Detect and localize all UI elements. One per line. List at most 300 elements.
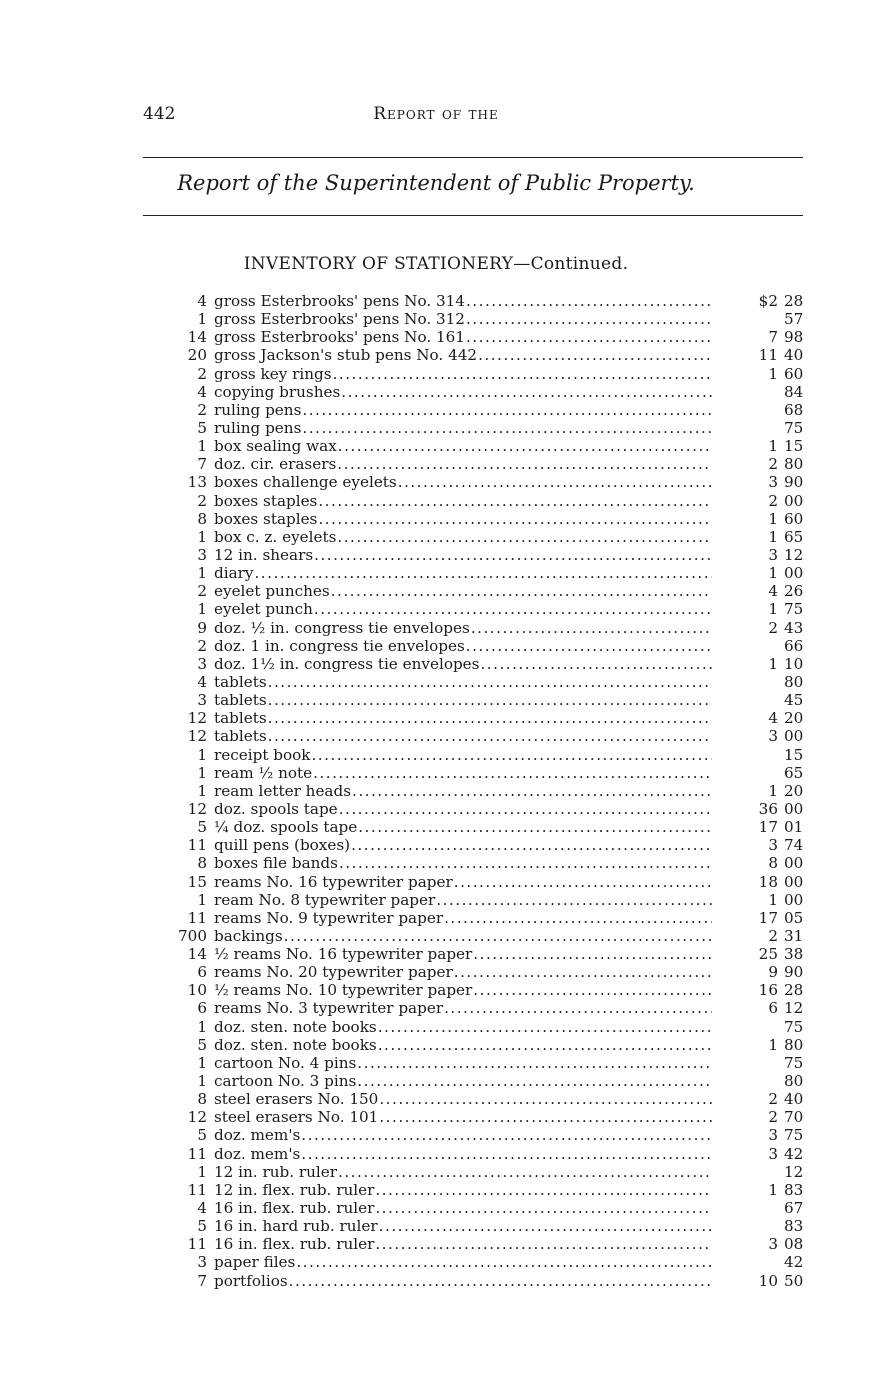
- top-rule: [143, 157, 803, 158]
- item-description: eyelet punches: [214, 582, 330, 601]
- item-quantity: 11: [187, 1235, 207, 1254]
- item-dollars: 1: [768, 600, 778, 619]
- item-cents: 66: [784, 636, 804, 655]
- item-cents: 75: [784, 1017, 804, 1036]
- item-description-cell: [214, 691, 712, 709]
- item-quantity: 14: [187, 945, 207, 964]
- item-description: backings: [214, 926, 283, 945]
- item-dollars: 25: [758, 945, 778, 964]
- item-description: receipt book: [214, 745, 311, 764]
- inventory-row: [166, 365, 806, 383]
- item-quantity: 3: [197, 545, 207, 564]
- item-description: diary: [214, 564, 254, 583]
- inventory-row: [166, 873, 806, 891]
- item-cents: 08: [784, 1235, 804, 1254]
- item-description-cell: [214, 473, 712, 491]
- item-description-cell: [214, 1272, 712, 1290]
- item-quantity: 8: [197, 1090, 207, 1109]
- inventory-row: [166, 691, 806, 709]
- item-description: doz. 1½ in. congress tie envelopes: [214, 654, 480, 673]
- item-quantity: 4: [197, 382, 207, 401]
- item-description-cell: [214, 328, 712, 346]
- item-cents: 00: [784, 491, 804, 510]
- item-quantity: 13: [187, 473, 207, 492]
- item-quantity: 2: [197, 400, 207, 419]
- dot-leader: [398, 473, 712, 491]
- item-description-cell: [214, 891, 712, 909]
- item-description-cell: [214, 1036, 712, 1054]
- item-dollars: 3: [768, 727, 778, 746]
- item-quantity: 5: [197, 1217, 207, 1236]
- item-description: doz. mem's: [214, 1126, 301, 1145]
- item-dollars: 2: [768, 491, 778, 510]
- item-quantity: 11: [187, 1144, 207, 1163]
- item-description: steel erasers No. 150: [214, 1090, 379, 1109]
- item-description-cell: [214, 1054, 712, 1072]
- item-description: ½ reams No. 10 typewriter paper: [214, 981, 473, 1000]
- item-description-cell: [214, 1163, 712, 1181]
- dot-leader: [314, 546, 712, 564]
- item-cents: 40: [784, 346, 804, 365]
- item-quantity: 5: [197, 418, 207, 437]
- item-description: ruling pens: [214, 400, 302, 419]
- item-description-cell: [214, 673, 712, 691]
- item-description-cell: [214, 437, 712, 455]
- item-description-cell: [214, 419, 712, 437]
- item-dollars: 2: [768, 1108, 778, 1127]
- item-cents: 31: [784, 926, 804, 945]
- dot-leader: [268, 727, 712, 745]
- inventory-row: [166, 854, 806, 872]
- item-quantity: 4: [197, 292, 207, 310]
- item-description-cell: [214, 709, 712, 727]
- item-cents: 50: [784, 1271, 804, 1290]
- item-quantity: 7: [197, 1271, 207, 1290]
- inventory-row: [166, 455, 806, 473]
- inventory-row: [166, 600, 806, 618]
- item-description-cell: [214, 1253, 712, 1271]
- item-quantity: 1: [197, 745, 207, 764]
- inventory-row: [166, 963, 806, 981]
- item-cents: 20: [784, 781, 804, 800]
- item-dollars: 10: [758, 1271, 778, 1290]
- item-description: copying brushes: [214, 382, 341, 401]
- dot-leader: [339, 854, 712, 872]
- dot-leader: [333, 365, 712, 383]
- dot-leader: [352, 782, 712, 800]
- item-description-cell: [214, 909, 712, 927]
- dot-leader: [471, 619, 712, 637]
- bottom-rule: [143, 215, 803, 216]
- item-cents: 70: [784, 1108, 804, 1127]
- item-quantity: 4: [197, 672, 207, 691]
- item-quantity: 14: [187, 328, 207, 347]
- item-cents: 12: [784, 545, 804, 564]
- item-description: ruling pens: [214, 418, 302, 437]
- item-description-cell: [214, 727, 712, 745]
- item-description-cell: [214, 383, 712, 401]
- dot-leader: [268, 673, 712, 691]
- item-quantity: 1: [197, 781, 207, 800]
- dot-leader: [473, 981, 712, 999]
- dot-leader: [301, 1145, 712, 1163]
- item-dollars: 2: [768, 618, 778, 637]
- dot-leader: [357, 1054, 712, 1072]
- item-dollars: 2: [768, 455, 778, 474]
- item-quantity: 12: [187, 799, 207, 818]
- item-description-cell: [214, 800, 712, 818]
- inventory-row: [166, 709, 806, 727]
- item-description: tablets: [214, 727, 267, 746]
- inventory-row: [166, 401, 806, 419]
- inventory-row: [166, 981, 806, 999]
- inventory-row: [166, 891, 806, 909]
- item-description: tablets: [214, 672, 267, 691]
- item-description: doz. spools tape: [214, 799, 338, 818]
- item-dollars: 1: [768, 509, 778, 528]
- item-quantity: 1: [197, 763, 207, 782]
- item-cents: 83: [784, 1180, 804, 1199]
- item-quantity: 5: [197, 1035, 207, 1054]
- dot-leader: [466, 328, 712, 346]
- dot-leader: [337, 528, 712, 546]
- item-description: eyelet punch: [214, 600, 313, 619]
- item-description-cell: [214, 292, 712, 310]
- item-dollars: 11: [758, 346, 778, 365]
- item-dollars: 3: [768, 1144, 778, 1163]
- dot-leader: [358, 818, 712, 836]
- item-cents: 90: [784, 473, 804, 492]
- item-description-cell: [214, 492, 712, 510]
- inventory-row: [166, 473, 806, 491]
- inventory-row: [166, 764, 806, 782]
- inventory-row: [166, 836, 806, 854]
- dot-leader: [379, 1108, 712, 1126]
- item-description-cell: [214, 546, 712, 564]
- dot-leader: [301, 1126, 712, 1144]
- running-head: Report of the: [373, 104, 499, 124]
- item-cents: 12: [784, 999, 804, 1018]
- dot-leader: [337, 455, 712, 473]
- item-dollars: 3: [768, 836, 778, 855]
- dot-leader: [268, 709, 712, 727]
- inventory-row: [166, 528, 806, 546]
- inventory-list: [166, 292, 806, 1290]
- dot-leader: [318, 492, 712, 510]
- item-description-cell: [214, 655, 712, 673]
- item-description: ream letter heads: [214, 781, 351, 800]
- dot-leader: [466, 637, 712, 655]
- dot-leader: [444, 909, 712, 927]
- item-cents: 83: [784, 1217, 804, 1236]
- inventory-row: [166, 546, 806, 564]
- inventory-row: [166, 1108, 806, 1126]
- item-quantity: 3: [197, 654, 207, 673]
- item-quantity: 5: [197, 1126, 207, 1145]
- item-description: reams No. 20 typewriter paper: [214, 963, 453, 982]
- item-description: boxes staples: [214, 509, 318, 528]
- item-cents: 00: [784, 872, 804, 891]
- item-quantity: 20: [187, 346, 207, 365]
- item-dollars: 4: [768, 709, 778, 728]
- item-cents: 60: [784, 364, 804, 383]
- item-description: doz. ½ in. congress tie envelopes: [214, 618, 470, 637]
- item-description: boxes file bands: [214, 854, 338, 873]
- inventory-row: [166, 582, 806, 600]
- inventory-row: [166, 310, 806, 328]
- item-description: doz. mem's: [214, 1144, 301, 1163]
- inventory-row: [166, 800, 806, 818]
- dot-leader: [351, 836, 712, 854]
- dot-leader: [339, 800, 712, 818]
- dot-leader: [338, 437, 712, 455]
- item-quantity: 8: [197, 854, 207, 873]
- item-cents: 28: [784, 292, 804, 310]
- inventory-row: [166, 727, 806, 745]
- dot-leader: [338, 1163, 712, 1181]
- item-description: ream ½ note: [214, 763, 313, 782]
- item-dollars: $2: [758, 292, 778, 310]
- dot-leader: [318, 510, 712, 528]
- item-dollars: 1: [768, 1035, 778, 1054]
- item-description: doz. sten. note books: [214, 1017, 377, 1036]
- dot-leader: [254, 564, 712, 582]
- item-description: 16 in. flex. rub. ruler: [214, 1235, 375, 1254]
- item-quantity: 9: [197, 618, 207, 637]
- item-dollars: 1: [768, 781, 778, 800]
- item-quantity: 7: [197, 455, 207, 474]
- inventory-row: [166, 1253, 806, 1271]
- item-cents: 38: [784, 945, 804, 964]
- dot-leader: [378, 1036, 712, 1054]
- item-dollars: 3: [768, 1126, 778, 1145]
- item-cents: 28: [784, 981, 804, 1000]
- inventory-row: [166, 1072, 806, 1090]
- dot-leader: [473, 945, 712, 963]
- item-cents: 15: [784, 437, 804, 456]
- item-dollars: 2: [768, 1090, 778, 1109]
- item-quantity: 2: [197, 582, 207, 601]
- inventory-row: [166, 1163, 806, 1181]
- item-description-cell: [214, 836, 712, 854]
- item-cents: 65: [784, 527, 804, 546]
- inventory-row: [166, 782, 806, 800]
- item-description: doz. 1 in. congress tie envelopes: [214, 636, 465, 655]
- item-description-cell: [214, 873, 712, 891]
- item-dollars: 3: [768, 473, 778, 492]
- item-cents: 80: [784, 1035, 804, 1054]
- inventory-heading: INVENTORY OF STATIONERY—Continued.: [243, 254, 629, 274]
- dot-leader: [302, 419, 712, 437]
- item-description-cell: [214, 818, 712, 836]
- dot-leader: [284, 927, 712, 945]
- item-cents: 65: [784, 763, 804, 782]
- item-dollars: 6: [768, 999, 778, 1018]
- inventory-row: [166, 1126, 806, 1144]
- dot-leader: [454, 873, 712, 891]
- item-description: boxes challenge eyelets: [214, 473, 397, 492]
- dot-leader: [480, 655, 712, 673]
- item-cents: 80: [784, 672, 804, 691]
- item-description-cell: [214, 365, 712, 383]
- item-description: tablets: [214, 691, 267, 710]
- item-description-cell: [214, 782, 712, 800]
- inventory-row: [166, 1054, 806, 1072]
- inventory-row: [166, 927, 806, 945]
- item-description-cell: [214, 637, 712, 655]
- inventory-row: [166, 346, 806, 364]
- inventory-row: [166, 564, 806, 582]
- item-description: 12 in. shears: [214, 545, 314, 564]
- page-number: 442: [143, 104, 176, 124]
- item-description: ¼ doz. spools tape: [214, 818, 358, 837]
- item-description-cell: [214, 1235, 712, 1253]
- item-description: steel erasers No. 101: [214, 1108, 379, 1127]
- item-description: ream No. 8 typewriter paper: [214, 890, 436, 909]
- item-cents: 67: [784, 1199, 804, 1218]
- item-description-cell: [214, 963, 712, 981]
- dot-leader: [357, 1072, 712, 1090]
- item-description: paper files: [214, 1253, 296, 1272]
- item-cents: 12: [784, 1162, 804, 1181]
- item-quantity: 3: [197, 1253, 207, 1272]
- inventory-row: [166, 909, 806, 927]
- inventory-row: [166, 510, 806, 528]
- item-description-cell: [214, 945, 712, 963]
- item-quantity: 2: [197, 636, 207, 655]
- item-cents: 80: [784, 1072, 804, 1091]
- dot-leader: [314, 600, 712, 618]
- inventory-row: [166, 818, 806, 836]
- item-description-cell: [214, 927, 712, 945]
- inventory-row: [166, 945, 806, 963]
- item-description: reams No. 16 typewriter paper: [214, 872, 453, 891]
- item-cents: 15: [784, 745, 804, 764]
- item-quantity: 1: [197, 600, 207, 619]
- item-quantity: 8: [197, 509, 207, 528]
- dot-leader: [466, 292, 712, 310]
- item-description-cell: [214, 999, 712, 1017]
- item-dollars: 1: [768, 654, 778, 673]
- dot-leader: [331, 582, 712, 600]
- item-description: gross Jackson's stub pens No. 442: [214, 346, 478, 365]
- inventory-row: [166, 383, 806, 401]
- report-title: Report of the Superintendent of Public Property.: [177, 171, 695, 195]
- item-quantity: 15: [187, 872, 207, 891]
- item-dollars: 4: [768, 582, 778, 601]
- item-cents: 98: [784, 328, 804, 347]
- item-dollars: 1: [768, 890, 778, 909]
- item-description-cell: [214, 619, 712, 637]
- inventory-row: [166, 1181, 806, 1199]
- item-dollars: 2: [768, 926, 778, 945]
- inventory-row: [166, 1036, 806, 1054]
- item-description: reams No. 3 typewriter paper: [214, 999, 444, 1018]
- dot-leader: [378, 1018, 712, 1036]
- inventory-row: [166, 437, 806, 455]
- item-description: cartoon No. 3 pins: [214, 1072, 357, 1091]
- item-quantity: 10: [187, 981, 207, 1000]
- item-description: box c. z. eyelets: [214, 527, 337, 546]
- dot-leader: [289, 1272, 712, 1290]
- item-cents: 42: [784, 1144, 804, 1163]
- item-cents: 00: [784, 799, 804, 818]
- dot-leader: [466, 310, 712, 328]
- item-description-cell: [214, 764, 712, 782]
- item-quantity: 2: [197, 491, 207, 510]
- inventory-row: [166, 1199, 806, 1217]
- item-quantity: 1: [197, 890, 207, 909]
- item-description-cell: [214, 1018, 712, 1036]
- dot-leader: [454, 963, 712, 981]
- inventory-row: [166, 419, 806, 437]
- item-cents: 43: [784, 618, 804, 637]
- inventory-row: [166, 1090, 806, 1108]
- item-quantity: 2: [197, 364, 207, 383]
- item-description: 12 in. flex. rub. ruler: [214, 1180, 375, 1199]
- item-quantity: 12: [187, 1108, 207, 1127]
- inventory-row: [166, 637, 806, 655]
- inventory-row: [166, 1217, 806, 1235]
- item-description: gross key rings: [214, 364, 332, 383]
- item-dollars: 36: [758, 799, 778, 818]
- item-quantity: 1: [197, 1017, 207, 1036]
- item-quantity: 11: [187, 1180, 207, 1199]
- item-cents: 01: [784, 818, 804, 837]
- inventory-row: [166, 999, 806, 1017]
- item-quantity: 1: [197, 1072, 207, 1091]
- dot-leader: [296, 1253, 712, 1271]
- item-dollars: 1: [768, 364, 778, 383]
- item-cents: 45: [784, 691, 804, 710]
- dot-leader: [268, 691, 712, 709]
- item-description-cell: [214, 528, 712, 546]
- item-description-cell: [214, 1108, 712, 1126]
- item-dollars: 8: [768, 854, 778, 873]
- item-description-cell: [214, 981, 712, 999]
- item-cents: 00: [784, 890, 804, 909]
- item-cents: 26: [784, 582, 804, 601]
- item-description: gross Esterbrooks' pens No. 161: [214, 328, 465, 347]
- item-description-cell: [214, 564, 712, 582]
- item-description-cell: [214, 510, 712, 528]
- item-quantity: 1: [197, 564, 207, 583]
- dot-leader: [313, 764, 712, 782]
- item-dollars: 17: [758, 908, 778, 927]
- item-description-cell: [214, 455, 712, 473]
- item-dollars: 1: [768, 527, 778, 546]
- item-description-cell: [214, 582, 712, 600]
- item-description-cell: [214, 401, 712, 419]
- item-description-cell: [214, 1072, 712, 1090]
- item-quantity: 12: [187, 709, 207, 728]
- item-quantity: 11: [187, 836, 207, 855]
- inventory-row: [166, 673, 806, 691]
- item-description: cartoon No. 4 pins: [214, 1053, 357, 1072]
- item-cents: 00: [784, 854, 804, 873]
- item-cents: 90: [784, 963, 804, 982]
- item-quantity: 1: [197, 527, 207, 546]
- item-cents: 00: [784, 727, 804, 746]
- inventory-row: [166, 292, 806, 310]
- dot-leader: [375, 1181, 712, 1199]
- item-cents: 68: [784, 400, 804, 419]
- item-cents: 75: [784, 1126, 804, 1145]
- item-quantity: 5: [197, 818, 207, 837]
- item-description: portfolios: [214, 1271, 288, 1290]
- inventory-row: [166, 1018, 806, 1036]
- item-cents: 42: [784, 1253, 804, 1272]
